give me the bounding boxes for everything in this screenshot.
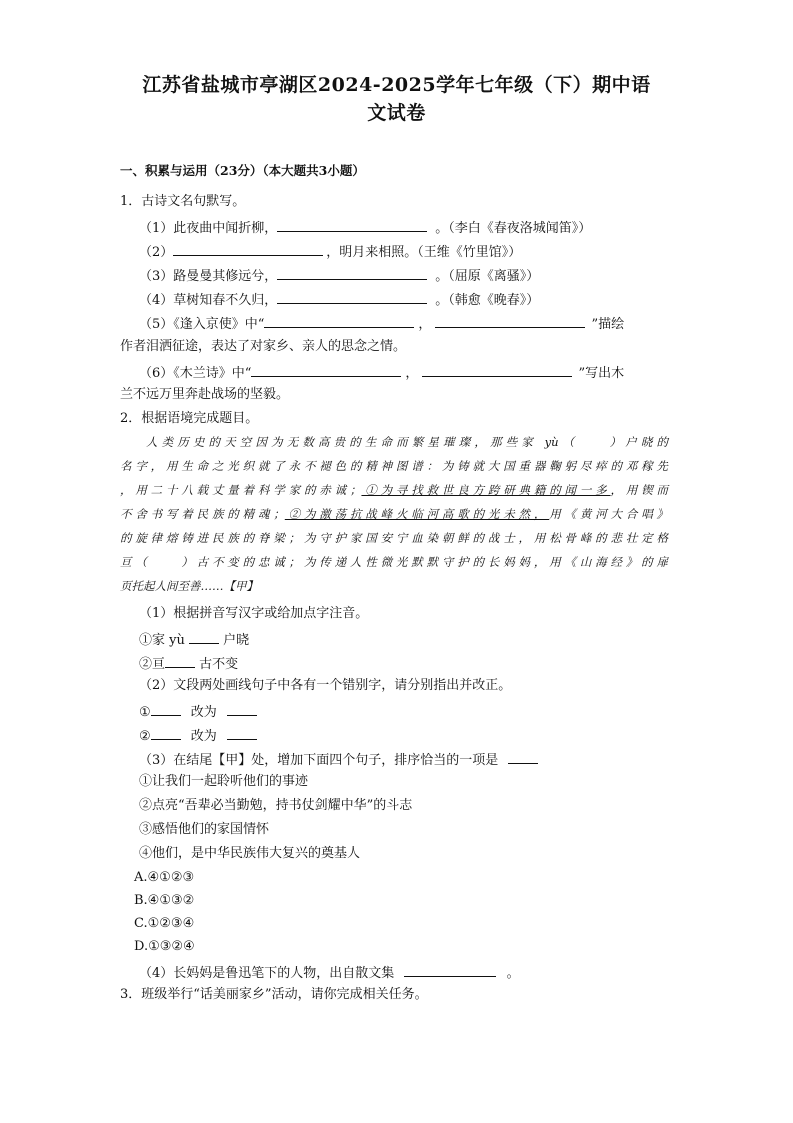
question-1-stem: 1．古诗文名句默写。 [120,194,246,209]
q2-sub1-stem: （1）根据拼音写汉字或给加点字注音。 [139,606,369,621]
choice-option-d[interactable]: D.①③②④ [134,939,195,954]
q1-item-5-continued: 作者泪洒征途，表达了对家乡、亲人的思念之情。 [120,339,407,354]
underlined-sentence-2: ②为激荡抗战峰火临河高歌的光未然， [284,507,550,521]
answer-blank[interactable] [508,749,538,764]
answer-blank[interactable] [165,653,195,668]
question-2-stem: 2．根据语境完成题目。 [120,411,259,426]
answer-blank[interactable] [151,701,181,716]
exam-title-line1: 江苏省盐城市亭湖区2024-2025学年七年级（下）期中语 [142,74,651,96]
answer-blank[interactable] [151,725,181,740]
q1-item-6: （6）《木兰诗》中“ ， ”写出木 [139,362,624,383]
q2-sub2-a: ① 改为 [139,701,257,722]
answer-blank[interactable] [435,313,585,328]
q2-sub3-sentence-4: ④他们，是中华民族伟大复兴的奠基人 [139,846,361,861]
q2-sub2-b: ② 改为 [139,725,257,746]
q2-sub3-sentence-2: ②点亮“吾辈必当勤勉，持书仗剑耀中华”的斗志 [139,798,413,813]
question-3-stem: 3．班级举行“话美丽家乡”活动，请你完成相关任务。 [120,987,428,1002]
choice-option-a[interactable]: A.④①②③ [134,870,195,885]
answer-blank[interactable] [404,962,496,977]
section-heading: 一、积累与运用（23分）（本大题共3小题） [120,163,365,178]
passage-line: 名字，用生命之光织就了永不褪色的精神图谱：为铸就大国重器鞠躬尽瘁的邓稼先 [120,459,668,473]
q2-sub2-stem: （2）文段两处画线句子中各有一个错别字，请分别指出并改正。 [139,678,512,693]
q1-item-6-continued: 兰不远万里奔赴战场的坚毅。 [120,387,290,402]
q2-sub3-sentence-1: ①让我们一起聆听他们的事迹 [139,774,309,789]
answer-blank[interactable] [277,265,427,280]
answer-blank[interactable] [173,241,323,256]
q1-item-2: （2） ，明月来相照。（王维《竹里馆》） [139,241,521,262]
answer-blank[interactable] [227,701,257,716]
q1-item-1: （1）此夜曲中闻折柳， 。（李白《春夜洛城闻笛》） [139,217,591,238]
answer-blank[interactable] [251,362,401,377]
q1-item-3: （3）路曼曼其修远兮， 。（屈原《离骚》） [139,265,539,286]
choice-option-b[interactable]: B.④①③② [134,893,195,908]
passage-line: 亘（ ）古不变的忠诚；为传递人性微光默默守护的长妈妈，用《山海经》的扉 [120,555,668,569]
answer-blank[interactable] [227,725,257,740]
q2-sub1-a: ①家 yù 户晓 [139,629,249,650]
answer-blank[interactable] [189,629,219,644]
choice-option-c[interactable]: C.①②③④ [134,916,195,931]
passage-line: 的旋律熔铸进民族的脊梁；为守护家国安宁血染朝鲜的战士，用松骨峰的悲壮定格 [120,531,668,545]
passage-line: 不舍书写着民族的精魂；②为激荡抗战峰火临河高歌的光未然，用《黄河大合唱》 [120,507,669,521]
passage-line: ，用二十八载丈量着科学家的赤诚；①为寻找救世良方跨研典籍的闻一多，用锲而 [120,483,669,497]
answer-blank[interactable] [277,289,427,304]
q2-sub1-b: ②亘 古不变 [139,653,238,674]
q2-sub4: （4）长妈妈是鲁迅笔下的人物，出自散文集 。 [139,962,520,983]
q1-item-5: （5）《逢入京使》中“ ， ”描绘 [139,313,624,334]
answer-blank[interactable] [277,217,427,232]
q2-sub3-sentence-3: ③感悟他们的家国情怀 [139,822,270,837]
passage-line: 页托起人间至善……【甲】 [120,579,258,593]
q2-sub3-stem: （3）在结尾【甲】处，增加下面四个句子，排序恰当的一项是 [139,749,538,770]
exam-title-line2: 文试卷 [367,102,426,124]
answer-blank[interactable] [422,362,572,377]
answer-blank[interactable] [264,313,414,328]
underlined-sentence-1: ①为寻找救世良方跨研典籍的闻一多 [361,483,611,497]
q1-item-4: （4）草树知春不久归， 。（韩愈《晚春》） [139,289,539,310]
passage-line: 人类历史的天空因为无数高贵的生命而繁星璀璨，那些家 yù（ ）户晓的 [146,435,668,449]
